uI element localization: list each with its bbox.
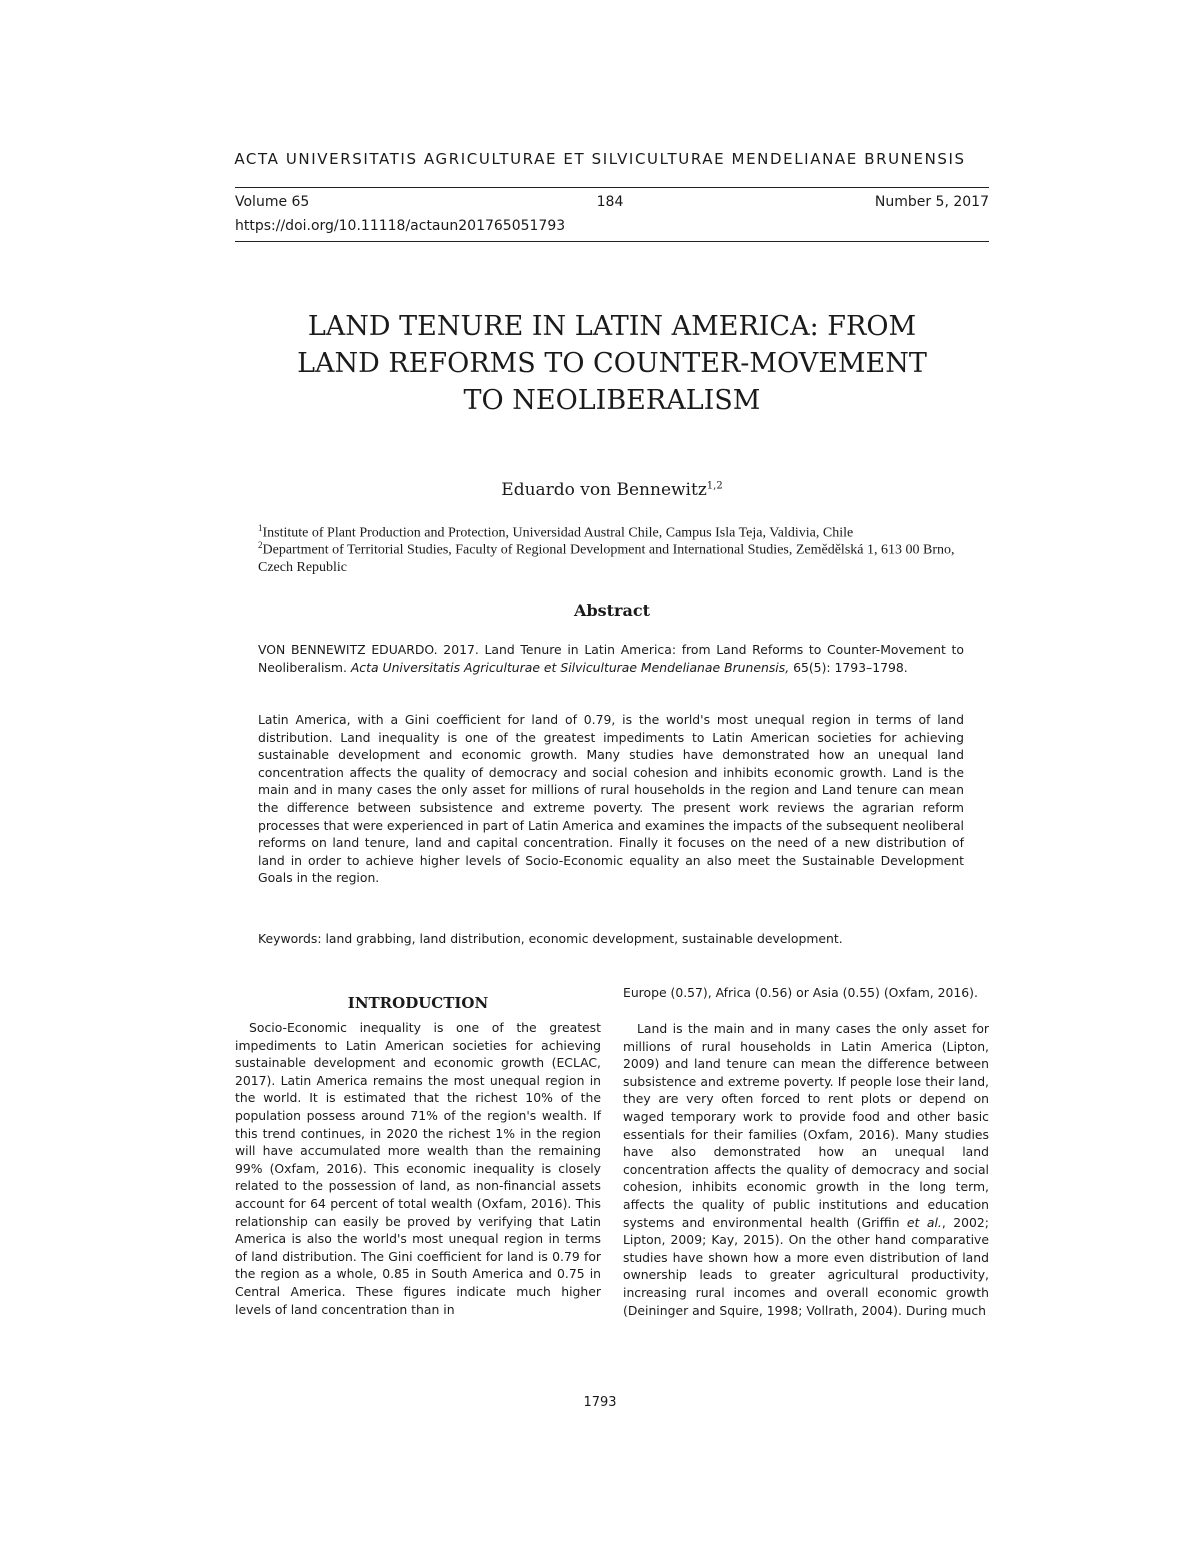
title-line: LAND TENURE IN LATIN AMERICA: FROM <box>307 311 917 342</box>
affil-text: Institute of Plant Production and Protection, Universidad Austral Chile, Campus Isla Teja, Valdivia, Chile <box>262 525 854 541</box>
citation-journal: Acta Universitatis Agriculturae et Silviculturae Mendelianae Brunensis, <box>350 659 790 675</box>
abstract-body: Latin America, with a Gini coefficient for land of 0.79, is the world's most unequal region in terms of land distribution. Land inequality is one of the greatest impediments to Latin American societies for achieving sustainable development and economic growth. Many studies have demonstrated how an unequal land concentration affects the quality of democracy and social cohesion and inhibits economic growth. Land is the main and in many cases the only asset for millions of rural households in the region and Land tenure can mean the difference between subsistence and extreme poverty. The present work reviews the agrarian reform processes that were experienced in part of Latin America and examines the impacts of the subsequent neoliberal reforms on land tenure, land and capital concentration. Finally it focuses on the need of a new distribution of land in order to achieve higher levels of Socio-Economic equality an also meet the Sustainable Development Goals in the region. <box>258 712 964 886</box>
intro-right-paragraph <box>623 1020 989 1319</box>
right-text-b: , 2002; Lipton, 2009; Kay, 2015). On the other hand comparative studies have shown how a more even distribution of land ownership leads to greater agricultural productivity, increasing rural incomes and overall economic growth (Deininger and Squire, 1998; Vollrath, 2004). During much <box>623 1214 989 1318</box>
affiliation-2 <box>258 537 978 576</box>
keywords: Keywords: land grabbing, land distribution, economic development, sustainable development. <box>258 931 843 946</box>
intro-right-continuation: Europe (0.57), Africa (0.56) or Asia (0.55) (Oxfam, 2016). <box>623 985 978 1000</box>
title-line: TO NEOLIBERALISM <box>463 385 761 416</box>
abstract-citation <box>258 641 964 676</box>
author <box>235 480 989 500</box>
header-rule-top <box>235 187 989 188</box>
affil-text: Department of Territorial Studies, Faculty of Regional Development and International Studies, Zemědělská 1, 613 00 Brno, Czech Republic <box>258 542 955 575</box>
citation-end: 65(5): 1793–1798. <box>789 659 908 675</box>
doi-link[interactable]: https://doi.org/10.11118/actaun201765051793 <box>235 218 566 234</box>
right-text-a: Land is the main and in many cases the only asset for millions of rural households in Latin America (Lipton, 2009) and land tenure can mean the difference between subsistence and extreme poverty. If people lose their land, they are very often forced to rent plots or depend on waged temporary work to provide food and other basic essentials for their families (Oxfam, 2016). Many studies have also demonstrated how an unequal land concentration affects the quality of democracy and social cohesion, inhibits economic growth in the long term, affects the quality of public institutions and education systems and environmental health (Griffin <box>623 1021 989 1230</box>
page-label: 184 <box>596 194 624 210</box>
header-rule-bottom <box>235 241 989 242</box>
paper-title <box>235 308 989 419</box>
introduction-heading: INTRODUCTION <box>347 994 489 1012</box>
right-italic: et al. <box>906 1214 942 1230</box>
affil-sup: 2 <box>258 540 263 550</box>
page-number: 1793 <box>583 1395 617 1410</box>
intro-left-paragraph: Socio-Economic inequality is one of the greatest impediments to Latin American societies for achieving sustainable development and economic growth (ECLAC, 2017). Latin America remains the most unequal region in the world. It is estimated that the richest 10% of the population possess around 71% of the region's wealth. If this trend continues, in 2020 the richest 1% in the region will have accumulated more wealth than the remaining 99% (Oxfam, 2016). This economic inequality is closely related to the possession of land, as non-financial assets account for 64 percent of total wealth (Oxfam, 2016). This relationship can easily be proved by verifying that Latin America is also the world's most unequal region in terms of land distribution. The Gini coefficient for land is 0.79 for the region as a whole, 0.85 in South America and 0.75 in Central America. These figures indicate much higher levels of land concentration than in <box>235 1020 601 1317</box>
journal-name: ACTA UNIVERSITATIS AGRICULTURAE ET SILVICULTURAE MENDELIANAE BRUNENSIS <box>234 150 966 168</box>
volume: Volume 65 <box>235 194 310 210</box>
citation-text: VON BENNEWITZ EDUARDO. 2017. Land Tenure in Latin America: from Land Reforms to Counter-Movement to Neoliberalism. <box>258 642 964 675</box>
title-line: LAND REFORMS TO COUNTER-MOVEMENT <box>297 348 927 379</box>
author-sup: 1,2 <box>706 480 723 492</box>
affil-sup: 1 <box>258 523 263 533</box>
author-name: Eduardo von Bennewitz <box>501 480 707 500</box>
issue-number: Number 5, 2017 <box>874 194 989 210</box>
abstract-heading: Abstract <box>574 601 650 620</box>
